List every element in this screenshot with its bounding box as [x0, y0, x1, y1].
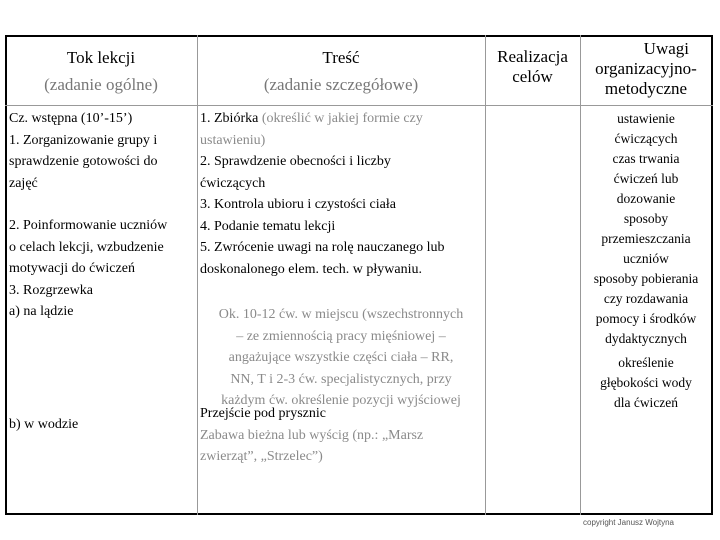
lesson-step: zajęć	[9, 175, 38, 191]
content-column	[200, 108, 484, 280]
header-lesson-flow	[7, 44, 195, 98]
water-content	[200, 403, 484, 468]
content-text: 3. Kontrola ubioru i czystości ciała	[200, 197, 396, 212]
lesson-step-water	[9, 414, 197, 436]
header-title: Tok lekcji	[66, 48, 136, 67]
header-subtitle: (zadanie szczegółowe)	[263, 75, 419, 94]
header-line: Realizacja	[497, 47, 568, 66]
remark-line: dydaktycznych	[605, 331, 687, 346]
lesson-step: b) w wodzie	[9, 417, 79, 432]
header-line: organizacyjno-	[595, 59, 697, 78]
header-line: Uwagi	[643, 39, 689, 58]
lesson-flow-column	[9, 108, 197, 323]
header-realization	[486, 47, 579, 87]
content-note: ustawieniu)	[200, 132, 266, 148]
copyright-footer: copyright Janusz Wojtyna	[583, 518, 675, 527]
lesson-step: a) na lądzie	[9, 304, 74, 319]
content-note: Ok. 10-12 ćw. w miejscu (wszechstronnych	[218, 307, 464, 322]
header-title: Treść	[322, 48, 360, 67]
header-subtitle: (zadanie ogólne)	[44, 75, 158, 94]
lesson-step: o celach lekcji, wzbudzenie	[9, 239, 164, 255]
content-text: 1. Zbiórka	[200, 111, 259, 126]
remark-line: ustawienie	[617, 111, 675, 126]
header-divider	[5, 105, 713, 106]
remark-line: dozowanie	[616, 191, 676, 206]
content-text: ćwiczących	[200, 175, 266, 191]
remark-line: przemieszczania	[601, 231, 691, 246]
remark-line: ćwiczeń lub	[613, 171, 679, 186]
content-text: 2. Sprawdzenie obecności i liczby	[200, 154, 391, 169]
content-text: Przejście pod prysznic	[200, 406, 326, 421]
remark-line: dla ćwiczeń	[613, 395, 679, 410]
header-line: metodyczne	[604, 79, 688, 98]
content-note: zwierząt”, „Strzelec”)	[200, 449, 323, 464]
remark-line: ćwiczących	[614, 131, 678, 146]
header-content	[198, 44, 484, 98]
header-line: celów	[512, 67, 553, 86]
content-text: 4. Podanie tematu lekcji	[200, 218, 336, 234]
lesson-step: sprawdzenie gotowości do	[9, 154, 158, 169]
remark-line: uczniów	[623, 251, 669, 266]
lesson-step: 2. Poinformowanie uczniów	[9, 218, 168, 233]
lesson-step: 1. Zorganizowanie grupy i	[9, 132, 158, 148]
remark-line: określenie	[618, 355, 674, 370]
content-text: 5. Zwrócenie uwagi na rolę nauczanego lub	[200, 240, 445, 255]
content-note: Zabawa bieżna lub wyścig (np.: „Marsz	[200, 427, 424, 443]
content-note: (określić w jakiej formie czy	[258, 111, 423, 126]
lesson-step: motywacji do ćwiczeń	[9, 261, 135, 276]
content-note: angażujące wszystkie części ciała – RR,	[228, 350, 454, 365]
lesson-step: 3. Rozgrzewka	[9, 282, 93, 298]
remark-line: sposoby	[623, 211, 669, 226]
content-text: doskonalonego elem. tech. w pływaniu.	[200, 261, 423, 277]
remark-line: czas trwania	[612, 151, 680, 166]
remark-line: pomocy i środków	[595, 311, 697, 326]
content-item	[200, 108, 484, 130]
remark-line: czy rozdawania	[603, 291, 689, 306]
warmup-content	[198, 304, 484, 412]
lesson-step: Cz. wstępna (10’-15’)	[9, 111, 133, 126]
content-note: NN, T i 2-3 ćw. specjalistycznych, przy	[230, 371, 452, 387]
remarks-column	[581, 109, 711, 413]
remark-line: głębokości wody	[600, 375, 692, 390]
content-note: – ze zmiennością pracy mięśniowej –	[236, 328, 446, 344]
header-remarks	[581, 39, 711, 99]
remark-line: sposoby pobierania	[593, 271, 699, 286]
column-divider	[485, 35, 486, 515]
content-note: każdym ćw. określenie pozycji wyjściowej	[221, 393, 461, 408]
column-divider	[197, 35, 198, 515]
